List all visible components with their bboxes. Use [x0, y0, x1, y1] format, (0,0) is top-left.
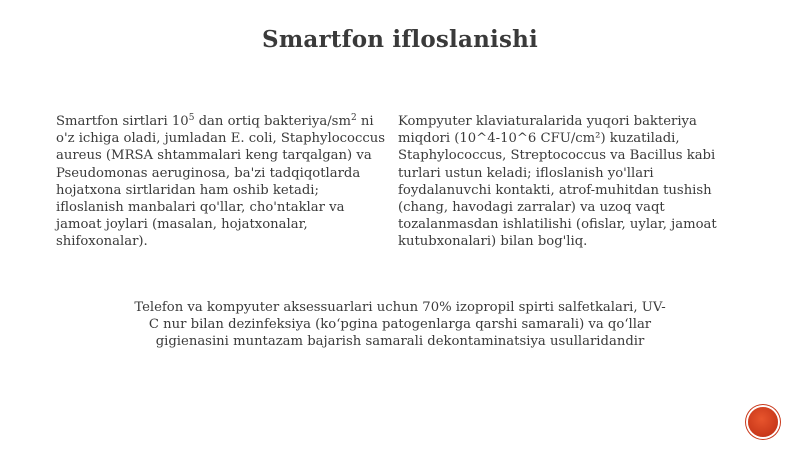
left-superscript-area: 2 — [350, 113, 357, 123]
left-superscript-exponent: 5 — [188, 113, 195, 123]
next-slide-circle-icon[interactable] — [748, 407, 778, 437]
left-text-suffix: ni o'z ichiga oladi, jumladan E. coli, Staphylococcus aureus (MRSA shtammalari keng tarqalgan) va Pseudomonas aeruginosa, ba'zi tadqiqotlarda hojatxona sirtlaridan ham oshib ketadi; ifloslanish manbalari qo'llar, cho'ntaklar va jamoat joylari (masalan, hojatxonalar, shifoxonalar). — [56, 114, 385, 250]
right-column-paragraph: Kompyuter klaviaturalarida yuqori bakteriya miqdori (10^4-10^6 CFU/cm²) kuzatiladi, Staphylococcus, Streptococcus va Bacillus kabi turlari ustun keladi; ifloslanish yo'llari foydalanuvchi kontakti, atrof-muhitdan tushish (chang, havodagi zarralar) va uzoq vaqt tozalanmasdan ishlatilishi (ofislar, uylar, jamoat kutubxonalari) bilan bog'liq. — [398, 114, 717, 250]
summary-text — [130, 299, 670, 351]
left-text-column — [56, 113, 386, 251]
left-text-mid: dan ortiq bakteriya/sm — [194, 114, 351, 129]
left-column-paragraph — [56, 113, 386, 251]
summary-paragraph: Telefon va kompyuter aksessuarlari uchun 70% izopropil spirti salfetkalari, UV-C nur bilan dezinfeksiya (ko‘pgina patogenlarga qarshi samarali) va qo‘llar gigienasini muntazam bajarish samarali dekontaminatsiya usullaridandir — [134, 300, 666, 350]
slide-title: Smartfon ifloslanishi — [262, 26, 538, 53]
left-text-prefix: Smartfon sirtlari 10 — [56, 114, 189, 129]
right-text-column — [398, 113, 748, 251]
